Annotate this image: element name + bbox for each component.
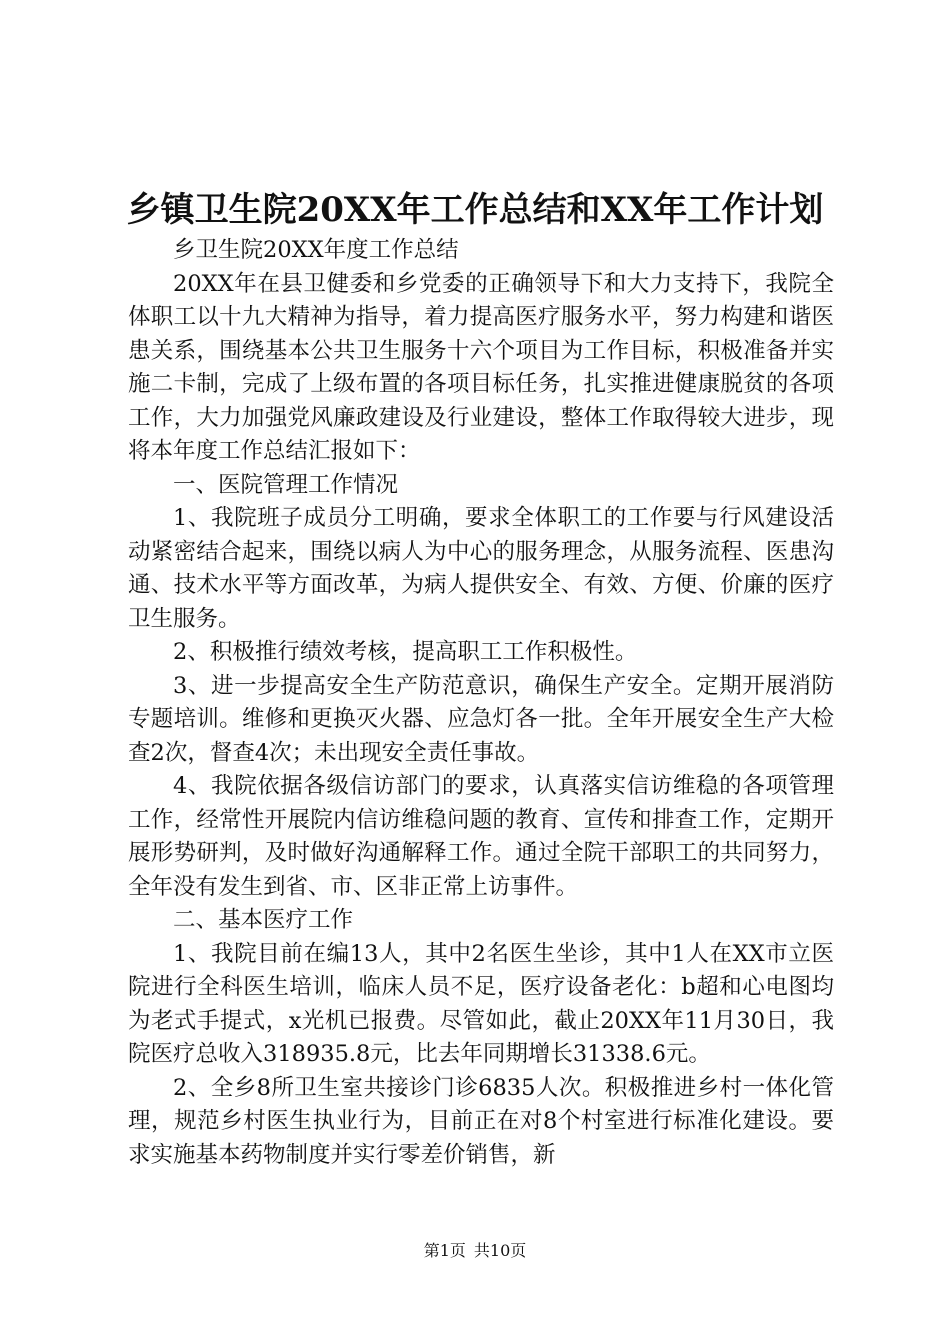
page-footer [0, 1240, 950, 1262]
paragraph-management-1: 1、我院班子成员分工明确，要求全体职工的工作要与行风建设活动紧密结合起来，围绕以病人为中心的服务理念，从服务流程、医患沟通、技术水平等方面改革，为病人提供安全、有效、方便、价廉的医疗卫生服务。 [128, 505, 834, 632]
section-heading-basic-medical: 二、基本医疗工作 [173, 907, 354, 933]
page-total: 共10页 [473, 1241, 527, 1260]
section-heading-hospital-management: 一、医院管理工作情况 [173, 471, 399, 498]
subtitle-paragraph: 乡卫生院20XX年度工作总结 [173, 237, 459, 263]
paragraph-management-2: 2、积极推行绩效考核，提高职工工作积极性。 [173, 639, 638, 665]
document-title: 乡镇卫生院20XX年工作总结和XX年工作计划 [126, 190, 824, 230]
intro-paragraph: 20XX年在县卫健委和乡党委的正确领导下和大力支持下，我院全体职工以十九大精神为指导，着力提高医疗服务水平，努力构建和谐医患关系，围绕基本公共卫生服务十六个项目为工作目标，积极准备并实施二卡制，完成了上级布置的各项目标任务，扎实推进健康脱贫的各项工作，大力加强党风廉政建设及行业建设，整体工作取得较大进步，现将本年度工作总结汇报如下： [128, 270, 834, 464]
paragraph-management-3: 3、进一步提高安全生产防范意识，确保生产安全。定期开展消防专题培训。维修和更换灭火器、应急灯各一批。全年开展安全生产大检查2次，督查4次；未出现安全责任事故。 [128, 672, 834, 766]
document-body [128, 234, 834, 1172]
page-number: 第1页 [423, 1241, 466, 1260]
paragraph-management-4: 4、我院依据各级信访部门的要求，认真落实信访维稳的各项管理工作，经常性开展院内信访维稳问题的教育、宣传和排查工作，定期开展形势研判，及时做好沟通解释工作。通过全院干部职工的共同努力，全年没有发生到省、市、区非正常上访事件。 [128, 773, 834, 900]
paragraph-medical-2: 2、全乡8所卫生室共接诊门诊6835人次。积极推进乡村一体化管理，规范乡村医生执业行为，目前正在对8个村室进行标准化建设。要求实施基本药物制度并实行零差价销售，新 [128, 1074, 834, 1168]
paragraph-medical-1: 1、我院目前在编13人，其中2名医生坐诊，其中1人在XX市立医院进行全科医生培训，临床人员不足，医疗设备老化：b超和心电图均为老式手提式，x光机已报费。尽管如此，截止20XX年11月30日，我院医疗总收入318935.8元，比去年同期增长31338.6元。 [128, 940, 834, 1067]
